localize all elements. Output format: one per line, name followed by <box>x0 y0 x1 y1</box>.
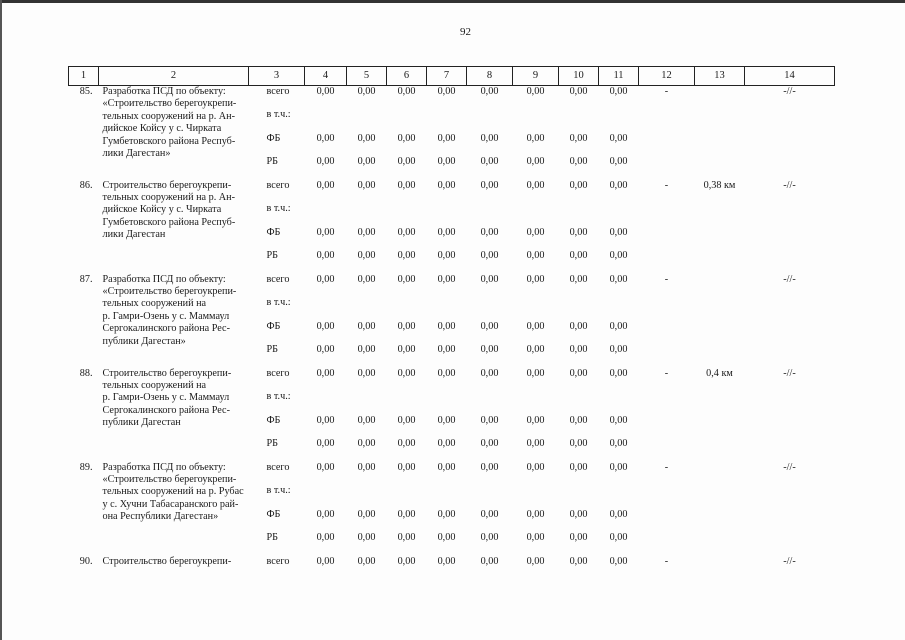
value-cell: 0,00 <box>569 508 588 520</box>
value-cell <box>387 485 427 509</box>
value-cell <box>559 391 599 415</box>
value-cell: 0,00 <box>569 367 588 379</box>
entry-number: 87. <box>79 273 93 285</box>
column-13-cell <box>695 274 745 298</box>
value-cell: 0,00 <box>397 532 416 543</box>
value-cell: 0,00 <box>316 438 335 449</box>
value-cell: 0,00 <box>397 438 416 449</box>
column-12-cell <box>639 532 695 556</box>
value-cell <box>427 485 467 509</box>
value-cell <box>347 485 387 509</box>
column-12-cell <box>639 438 695 462</box>
value-cell: 0,00 <box>526 555 545 567</box>
value-cell: 0,00 <box>569 86 588 97</box>
value-cell: 0,00 <box>480 132 499 144</box>
value-cell <box>559 485 599 509</box>
value-cell: 0,00 <box>437 320 456 332</box>
value-cell: 0,00 <box>569 344 588 355</box>
header-cell: 14 <box>745 67 835 86</box>
value-cell: 0,00 <box>437 226 456 238</box>
header-cell: 10 <box>559 67 599 86</box>
value-cell: 0,00 <box>569 250 588 261</box>
value-cell: 0,00 <box>316 273 335 285</box>
value-cell <box>427 391 467 415</box>
value-cell: 0,00 <box>437 414 456 426</box>
value-cell <box>387 391 427 415</box>
column-12-cell <box>639 203 695 227</box>
value-cell: 0,00 <box>316 132 335 144</box>
column-12-cell <box>639 321 695 345</box>
value-cell: 0,00 <box>480 179 499 191</box>
column-14-cell: -//- <box>783 179 796 191</box>
entry-name-cell <box>99 556 249 580</box>
value-cell: 0,00 <box>526 508 545 520</box>
funding-type: ФБ <box>266 414 281 426</box>
value-cell: 0,00 <box>437 273 456 285</box>
value-cell: 0,00 <box>316 226 335 238</box>
header-cell: 7 <box>427 67 467 86</box>
value-cell: 0,00 <box>480 414 499 426</box>
value-cell: 0,00 <box>569 438 588 449</box>
value-cell: 0,00 <box>397 414 416 426</box>
column-14-cell <box>745 227 835 251</box>
value-cell: 0,00 <box>437 508 456 520</box>
value-cell <box>427 109 467 133</box>
entry-name: Разработка ПСД по объекту: «Строительство берегоукрепи- тельных сооружений на р. Ан- дийское Койсу у с. Чирката Гумбетовского района Респуб- лики Дагестан» <box>102 86 237 160</box>
value-cell: 0,00 <box>397 344 416 355</box>
value-cell: 0,00 <box>397 273 416 285</box>
value-cell <box>599 203 639 227</box>
value-cell: 0,00 <box>480 226 499 238</box>
column-14-cell <box>745 203 835 227</box>
column-13-cell <box>695 462 745 486</box>
value-cell: 0,00 <box>569 532 588 543</box>
value-cell: 0,00 <box>437 367 456 379</box>
entry-name: Строительство берегоукрепи- <box>102 555 232 567</box>
column-12-cell <box>639 156 695 180</box>
column-13-cell <box>695 391 745 415</box>
value-cell: 0,00 <box>357 156 376 167</box>
value-cell <box>513 109 559 133</box>
value-cell: 0,00 <box>357 250 376 261</box>
value-cell <box>305 485 347 509</box>
column-12-cell <box>639 227 695 251</box>
value-cell: 0,00 <box>480 156 499 167</box>
header-cell: 11 <box>599 67 639 86</box>
value-cell <box>599 391 639 415</box>
funding-type: всего <box>266 86 290 97</box>
value-cell: 0,00 <box>316 250 335 261</box>
value-cell: 0,00 <box>397 250 416 261</box>
value-cell: 0,00 <box>526 156 545 167</box>
value-cell <box>599 109 639 133</box>
value-cell: 0,00 <box>316 532 335 543</box>
funding-type: в т.ч.: <box>266 109 291 120</box>
value-cell: 0,00 <box>609 438 628 449</box>
value-cell: 0,00 <box>569 555 588 567</box>
column-13-cell <box>695 109 745 133</box>
entry-number: 88. <box>79 367 93 379</box>
value-cell: 0,00 <box>437 555 456 567</box>
value-cell: 0,00 <box>316 320 335 332</box>
header-cell: 6 <box>387 67 427 86</box>
value-cell: 0,00 <box>480 508 499 520</box>
column-12-cell <box>639 250 695 274</box>
value-cell: 0,00 <box>480 555 499 567</box>
value-cell: 0,00 <box>316 555 335 567</box>
page-number: 92 <box>460 26 471 38</box>
funding-type: в т.ч.: <box>266 203 291 214</box>
value-cell: 0,00 <box>480 86 499 97</box>
table-header-row <box>69 67 835 86</box>
entry-name: Разработка ПСД по объекту: «Строительство берегоукрепи- тельных сооружений на р. Гамри-Озень у с. Маммаул Сергокалинского района Рес- публики Дагестан» <box>102 273 237 347</box>
value-cell: 0,00 <box>437 86 456 97</box>
value-cell: 0,00 <box>526 344 545 355</box>
value-cell: 0,00 <box>569 132 588 144</box>
value-cell: 0,00 <box>357 532 376 543</box>
value-cell: 0,00 <box>480 367 499 379</box>
value-cell <box>305 391 347 415</box>
value-cell: 0,00 <box>526 532 545 543</box>
value-cell: 0,00 <box>316 86 335 97</box>
value-cell: 0,00 <box>609 555 628 567</box>
value-cell: 0,00 <box>569 273 588 285</box>
value-cell <box>347 297 387 321</box>
value-cell: 0,00 <box>397 86 416 97</box>
value-cell: 0,00 <box>357 414 376 426</box>
value-cell: 0,00 <box>526 226 545 238</box>
column-12-cell <box>639 297 695 321</box>
column-13-cell: 0,4 км <box>706 367 733 379</box>
value-cell <box>347 203 387 227</box>
column-14-cell <box>745 321 835 345</box>
value-cell <box>599 297 639 321</box>
value-cell: 0,00 <box>357 179 376 191</box>
column-12-cell <box>639 485 695 509</box>
scan-edge-left <box>0 0 2 640</box>
value-cell: 0,00 <box>437 344 456 355</box>
value-cell: 0,00 <box>526 320 545 332</box>
header-cell: 4 <box>305 67 347 86</box>
value-cell: 0,00 <box>397 179 416 191</box>
funding-type: ФБ <box>266 226 281 238</box>
value-cell <box>347 109 387 133</box>
column-13-cell <box>695 86 745 110</box>
table-row <box>69 556 835 580</box>
value-cell: 0,00 <box>397 132 416 144</box>
value-cell: 0,00 <box>526 438 545 449</box>
budget-table <box>68 66 835 579</box>
column-12-cell <box>639 415 695 439</box>
value-cell <box>513 203 559 227</box>
funding-type: РБ <box>266 532 279 543</box>
funding-type: РБ <box>266 250 279 261</box>
column-14-cell: -//- <box>783 555 796 567</box>
value-cell <box>427 297 467 321</box>
funding-type: ФБ <box>266 320 281 332</box>
value-cell: 0,00 <box>609 320 628 332</box>
value-cell <box>599 485 639 509</box>
header-cell: 1 <box>69 67 99 86</box>
entry-number: 89. <box>79 461 93 473</box>
funding-type: ФБ <box>266 132 281 144</box>
value-cell: 0,00 <box>437 179 456 191</box>
value-cell: 0,00 <box>437 132 456 144</box>
value-cell: 0,00 <box>357 320 376 332</box>
funding-type: РБ <box>266 438 279 449</box>
funding-type: РБ <box>266 156 279 167</box>
value-cell: 0,00 <box>569 461 588 473</box>
column-12-cell <box>639 109 695 133</box>
entry-name: Строительство берегоукрепи- тельных сооружений на р. Ан- дийское Койсу у с. Чирката Гумбетовского района Респуб- лики Дагестан <box>102 179 236 241</box>
column-12-cell: - <box>664 461 669 473</box>
value-cell: 0,00 <box>480 461 499 473</box>
value-cell <box>513 391 559 415</box>
column-13-cell <box>695 556 745 580</box>
value-cell: 0,00 <box>357 273 376 285</box>
table-row <box>69 274 835 298</box>
column-12-cell: - <box>664 273 669 285</box>
column-14-cell <box>745 415 835 439</box>
column-14-cell <box>745 156 835 180</box>
column-14-cell <box>745 391 835 415</box>
table-row <box>69 368 835 392</box>
value-cell: 0,00 <box>569 320 588 332</box>
value-cell: 0,00 <box>609 461 628 473</box>
value-cell: 0,00 <box>609 132 628 144</box>
value-cell: 0,00 <box>357 508 376 520</box>
column-12-cell <box>639 133 695 157</box>
funding-type: всего <box>266 367 290 379</box>
header-cell: 13 <box>695 67 745 86</box>
value-cell <box>467 391 513 415</box>
column-12-cell <box>639 509 695 533</box>
column-13-cell <box>695 297 745 321</box>
value-cell: 0,00 <box>609 250 628 261</box>
value-cell <box>305 109 347 133</box>
column-14-cell <box>745 133 835 157</box>
entry-name-cell <box>99 368 249 462</box>
value-cell: 0,00 <box>316 508 335 520</box>
column-14-cell <box>745 509 835 533</box>
value-cell: 0,00 <box>397 226 416 238</box>
value-cell <box>347 391 387 415</box>
value-cell: 0,00 <box>397 367 416 379</box>
column-12-cell: - <box>664 555 669 567</box>
value-cell: 0,00 <box>609 532 628 543</box>
column-13-cell <box>695 227 745 251</box>
funding-type: всего <box>266 179 290 191</box>
value-cell: 0,00 <box>480 344 499 355</box>
value-cell: 0,00 <box>609 86 628 97</box>
entry-number: 85. <box>79 86 93 97</box>
value-cell: 0,00 <box>569 179 588 191</box>
column-13-cell <box>695 415 745 439</box>
value-cell: 0,00 <box>316 344 335 355</box>
column-13-cell <box>695 485 745 509</box>
value-cell: 0,00 <box>609 273 628 285</box>
column-14-cell: -//- <box>783 367 796 379</box>
value-cell: 0,00 <box>397 508 416 520</box>
value-cell <box>427 203 467 227</box>
entry-name: Строительство берегоукрепи- тельных сооружений на р. Гамри-Озень у с. Маммаул Сергокалинского района Рес- публики Дагестан <box>102 367 232 429</box>
header-cell: 12 <box>639 67 695 86</box>
column-13-cell <box>695 321 745 345</box>
funding-type: в т.ч.: <box>266 391 291 402</box>
value-cell: 0,00 <box>316 414 335 426</box>
header-cell: 3 <box>249 67 305 86</box>
column-13-cell <box>695 532 745 556</box>
value-cell: 0,00 <box>609 226 628 238</box>
column-13-cell <box>695 509 745 533</box>
value-cell: 0,00 <box>569 414 588 426</box>
value-cell: 0,00 <box>316 461 335 473</box>
value-cell <box>387 297 427 321</box>
table-row <box>69 86 835 110</box>
column-14-cell: -//- <box>783 273 796 285</box>
value-cell <box>559 203 599 227</box>
column-14-cell: -//- <box>783 86 796 97</box>
column-12-cell: - <box>664 86 669 97</box>
column-13-cell <box>695 156 745 180</box>
value-cell: 0,00 <box>609 414 628 426</box>
value-cell: 0,00 <box>357 344 376 355</box>
value-cell <box>387 109 427 133</box>
column-12-cell <box>639 344 695 368</box>
header-cell: 9 <box>513 67 559 86</box>
header-cell: 5 <box>347 67 387 86</box>
funding-type: ФБ <box>266 508 281 520</box>
value-cell: 0,00 <box>397 156 416 167</box>
value-cell: 0,00 <box>569 156 588 167</box>
value-cell: 0,00 <box>357 367 376 379</box>
header-cell: 8 <box>467 67 513 86</box>
value-cell: 0,00 <box>569 226 588 238</box>
entry-name-cell <box>99 274 249 368</box>
value-cell <box>305 203 347 227</box>
entry-number: 86. <box>79 179 93 191</box>
table-body <box>69 86 835 580</box>
value-cell: 0,00 <box>526 86 545 97</box>
column-12-cell: - <box>664 367 669 379</box>
value-cell <box>559 109 599 133</box>
value-cell: 0,00 <box>609 367 628 379</box>
scan-edge-top <box>0 0 905 3</box>
funding-type: всего <box>266 461 290 473</box>
value-cell: 0,00 <box>480 273 499 285</box>
column-14-cell: -//- <box>783 461 796 473</box>
entry-number: 90. <box>79 555 93 567</box>
column-13-cell <box>695 203 745 227</box>
entry-name-cell <box>99 86 249 180</box>
value-cell: 0,00 <box>526 273 545 285</box>
column-14-cell <box>745 532 835 556</box>
value-cell: 0,00 <box>526 414 545 426</box>
value-cell: 0,00 <box>316 179 335 191</box>
funding-type: всего <box>266 273 290 285</box>
column-14-cell <box>745 438 835 462</box>
value-cell: 0,00 <box>437 532 456 543</box>
value-cell: 0,00 <box>357 461 376 473</box>
value-cell <box>559 297 599 321</box>
value-cell: 0,00 <box>357 132 376 144</box>
value-cell: 0,00 <box>480 320 499 332</box>
value-cell: 0,00 <box>437 438 456 449</box>
column-14-cell <box>745 485 835 509</box>
value-cell: 0,00 <box>480 438 499 449</box>
value-cell <box>467 203 513 227</box>
value-cell: 0,00 <box>437 461 456 473</box>
value-cell: 0,00 <box>609 156 628 167</box>
value-cell: 0,00 <box>526 132 545 144</box>
value-cell: 0,00 <box>609 344 628 355</box>
column-12-cell: - <box>664 179 669 191</box>
column-12-cell <box>639 391 695 415</box>
value-cell: 0,00 <box>397 555 416 567</box>
value-cell <box>513 485 559 509</box>
value-cell: 0,00 <box>357 226 376 238</box>
funding-type: в т.ч.: <box>266 297 291 308</box>
value-cell: 0,00 <box>316 156 335 167</box>
value-cell: 0,00 <box>609 179 628 191</box>
value-cell: 0,00 <box>397 320 416 332</box>
column-13-cell <box>695 438 745 462</box>
table-row <box>69 180 835 204</box>
value-cell: 0,00 <box>526 179 545 191</box>
value-cell <box>467 297 513 321</box>
table-row <box>69 462 835 486</box>
column-13-cell <box>695 133 745 157</box>
value-cell: 0,00 <box>526 250 545 261</box>
entry-name-cell <box>99 180 249 274</box>
value-cell <box>305 297 347 321</box>
value-cell: 0,00 <box>437 250 456 261</box>
value-cell: 0,00 <box>609 508 628 520</box>
funding-type: РБ <box>266 344 279 355</box>
entry-name-cell <box>99 462 249 556</box>
value-cell <box>513 297 559 321</box>
value-cell: 0,00 <box>357 555 376 567</box>
funding-type: всего <box>266 555 290 567</box>
entry-name: Разработка ПСД по объекту: «Строительство берегоукрепи- тельных сооружений на р. Рубас у с. Хучни Табасаранского рай- она Республики Дагестан» <box>102 461 244 523</box>
value-cell: 0,00 <box>397 461 416 473</box>
column-14-cell <box>745 250 835 274</box>
value-cell: 0,00 <box>316 367 335 379</box>
value-cell: 0,00 <box>526 367 545 379</box>
value-cell <box>467 485 513 509</box>
column-14-cell <box>745 344 835 368</box>
value-cell: 0,00 <box>357 438 376 449</box>
column-13-cell <box>695 250 745 274</box>
value-cell: 0,00 <box>480 532 499 543</box>
value-cell: 0,00 <box>526 461 545 473</box>
value-cell <box>387 203 427 227</box>
value-cell: 0,00 <box>357 86 376 97</box>
column-13-cell: 0,38 км <box>703 179 736 191</box>
value-cell: 0,00 <box>437 156 456 167</box>
column-14-cell <box>745 297 835 321</box>
value-cell <box>467 109 513 133</box>
column-14-cell <box>745 109 835 133</box>
column-13-cell <box>695 344 745 368</box>
funding-type: в т.ч.: <box>266 485 291 496</box>
value-cell: 0,00 <box>480 250 499 261</box>
header-cell: 2 <box>99 67 249 86</box>
